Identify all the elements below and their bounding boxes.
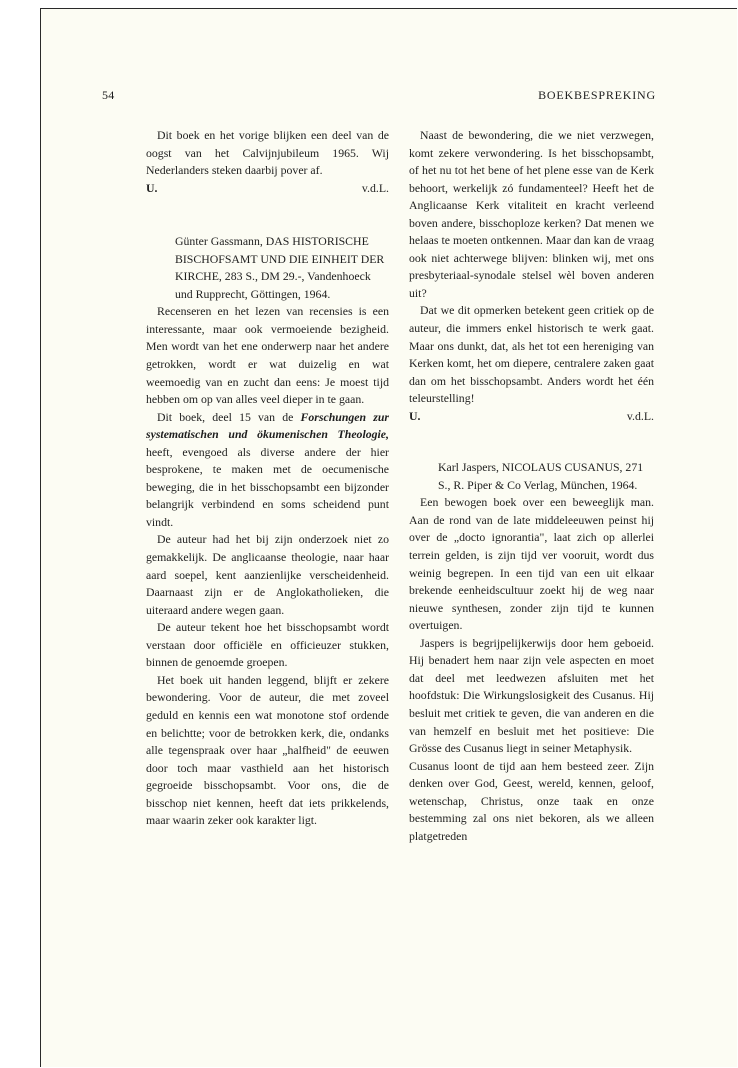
signature-initial: U.	[409, 408, 421, 423]
paragraph: Cusanus loont de tijd aan hem besteed zeer. Zijn denken over God, Geest, wereld, kennen, geloof, wetenschap, Christus, onze taak en onze bestemming zal ons niet bekoren, als we alleen platgetreden	[409, 758, 654, 843]
page-number: 54	[102, 88, 115, 102]
review-heading-gassmann: Günter Gassmann, DAS HISTORISCHE BISCHOFSAMT UND DIE EINHEIT DER KIRCHE, 283 S., DM 29.-, Vandenhoeck und Rupprecht, Göttingen, 1964.	[175, 234, 385, 301]
series-title: Forschungen zur systematischen und ökumenischen Theologie,	[146, 409, 389, 442]
paragraph: De auteur tekent hoe het bisschopsambt wordt verstaan door officiële en officieuzer stukken, binnen de genoemde groepen.	[146, 620, 389, 670]
paragraph: Dat we dit opmerken betekent geen critiek op de auteur, die immers enkel historisch te werk gaat. Maar ons dunkt, dat, als het tot een hereniging van Kerken komt, het om diepere, centralere zaken gaat dan om het bisschopsambt. Anders wordt het één teleurstelling!	[409, 303, 654, 406]
signature-2	[409, 408, 654, 426]
left-column	[146, 127, 389, 830]
signature-1	[146, 180, 389, 198]
running-title: BOEKBESPREKING	[538, 88, 656, 102]
review-heading-jaspers: Karl Jaspers, NICOLAUS CUSANUS, 271 S., R. Piper & Co Verlag, München, 1964.	[438, 460, 644, 492]
paragraph	[146, 409, 389, 532]
paragraph: Een bewogen boek over een beweeglijk man. Aan de rond van de late middeleeuwen peinst hij over de „docto ignorantia", laat zich op allerlei terrein gelden, is zijn tijd ver vooruit, wordt dus weinig begrepen. In een tijd van een uit elkaar brekende eenheidscultuur zoekt hij de weg naar nieuwe synthesen, zonder zijn tijd te kunnen overtuigen.	[409, 495, 654, 633]
signature-name: v.d.L.	[361, 180, 389, 195]
intro-paragraph: Dit boek en het vorige blijken een deel van de oogst van het Calvijnjubileum 1965. Wij Nederlanders steken daarbij pover af.	[146, 128, 389, 178]
signature-initial: U.	[146, 180, 158, 195]
spacer	[409, 425, 654, 459]
spacer	[146, 197, 389, 233]
paragraph: Recenseren en het lezen van recensies is een interessante, maar ook vermoeiende bezigheid. Men wordt van het ene onderwerp naar het andere getrokken, wordt er wat duizelig en wat weemoedig van en zucht dan eens: Je moest tijd hebben om op van alles veel dieper in te gaan.	[146, 304, 389, 407]
paragraph: Het boek uit handen leggend, blijft er zekere bewondering. Voor de auteur, die met zoveel geduld en kennis een wat monotone stof ordende en belichtte; voor de betrokken kerk, die, ondanks alle tegenspraak over haar „halfheid" de eeuwen door toch maar vasthield aan het historisch gegroeide bisschopsambt. Voor ons, die de bisschop niet kennen, heeft dat iets prikkelends, maar waarin zeker ook karakter ligt.	[146, 672, 389, 828]
paragraph: Naast de bewondering, die we niet verzwegen, komt zekere verwondering. Is het bisschopsambt, of het nu tot het bene of het plene esse van de Kerk behoort, werkelijk zó fundamenteel? Heeft het de Anglicaanse Kerk vitaliteit en kracht verleend boven andere, bisschoploze kerken? Dat menen we helaas te moeten ontkennen. Maar dan kan de vraag ook niet achterwege blijven: blinken wij, met ons presbyteriaal-synodale stelsel wèl boven anderen uit?	[409, 128, 654, 300]
text-run: heeft, evengoed als diverse andere der hier besprokene, te maken met de oecumenische beweging, die in het bisschopsambt een bijzonder belangrijk verbindend en soms scheidend punt vindt.	[146, 444, 389, 529]
signature-name: v.d.L.	[626, 408, 654, 423]
paragraph: De auteur had het bij zijn onderzoek niet zo gemakkelijk. De anglicaanse theologie, naar haar aard soepel, kent aanzienlijke verscheidenheid. Daarnaast zijn er de Anglokatholieken, die uiteraard andere wegen gaan.	[146, 532, 389, 617]
text-run: Dit boek, deel 15 van de	[157, 409, 301, 424]
paragraph: Jaspers is begrijpelijkerwijs door hem geboeid. Hij benadert hem naar zijn vele aspecten en moet dat deel met leedwezen afsluiten met het hoofdstuk: Die Wirkungslosigkeit des Cusanus. Hij besluit met critiek te geven, die van anderen en die van hemzelf en besluit met het positieve: Die Grösse des Cusanus liegt in seiner Metaphysik.	[409, 635, 654, 756]
right-column	[409, 127, 654, 845]
